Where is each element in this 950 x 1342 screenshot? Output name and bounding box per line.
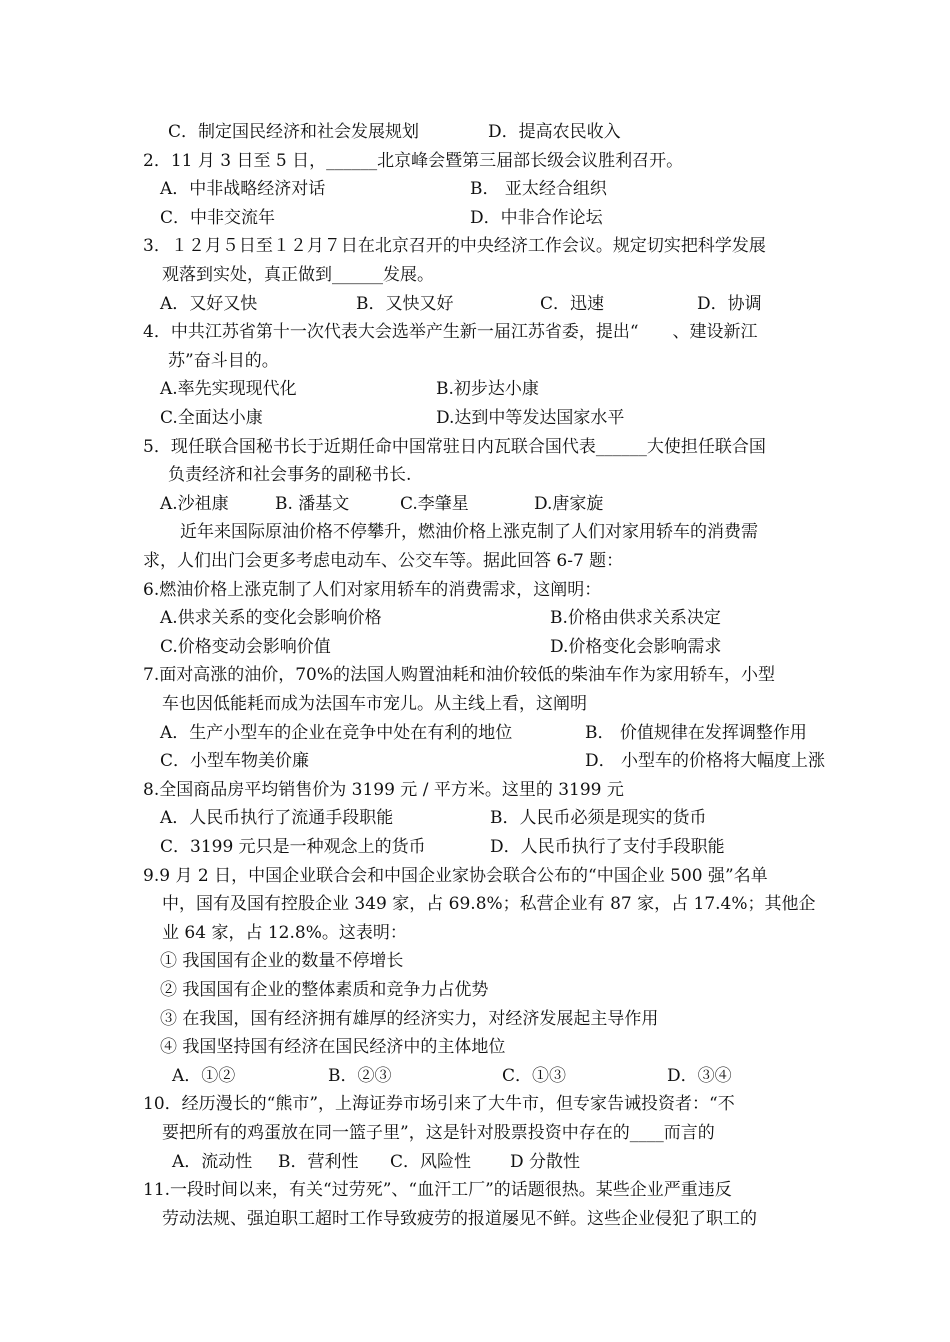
q3-stem-cont bbox=[0, 261, 950, 290]
option-c: C．小型车物美价廉 bbox=[160, 751, 310, 772]
question-text: 中，国有及国有控股企业 349 家，占 69.8%；私营企业有 87 家，占 17.4%；其他企 bbox=[162, 894, 816, 915]
option-d: D.唐家旋 bbox=[534, 493, 604, 514]
question-text: 11.一段时间以来，有关“过劳死”、“血汗工厂”的话题很热。某些企业严重违反 bbox=[143, 1180, 732, 1201]
q9-stem-cont-2 bbox=[0, 919, 950, 948]
q6-stem bbox=[0, 576, 950, 605]
q6-options-ab bbox=[0, 604, 950, 633]
option-b: B．又快又好 bbox=[356, 293, 454, 314]
statement-text: ① 我国国有企业的数量不停增长 bbox=[160, 951, 404, 972]
q9-statement-1 bbox=[0, 947, 950, 976]
option-a: A．人民币执行了流通手段职能 bbox=[160, 808, 394, 829]
q9-stem-cont-1 bbox=[0, 890, 950, 919]
q10-stem-cont bbox=[0, 1119, 950, 1148]
option-d: D．提高农民收入 bbox=[488, 122, 621, 142]
q9-statement-4 bbox=[0, 1033, 950, 1062]
option-a: A．①② bbox=[172, 1065, 236, 1086]
option-c: C.价格变动会影响价值 bbox=[160, 636, 331, 657]
option-a: A．生产小型车的企业在竞争中处在有利的地位 bbox=[160, 722, 513, 743]
question-text: 负责经济和社会事务的副秘书长. bbox=[168, 465, 412, 486]
option-a: A.率先实现现代化 bbox=[160, 379, 297, 400]
option-c: C．3199 元只是一种观念上的货币 bbox=[160, 837, 426, 857]
statement-text: ④ 我国坚持国有经济在国民经济中的主体地位 bbox=[160, 1037, 506, 1058]
option-c: C.全面达小康 bbox=[160, 408, 263, 428]
question-text: 5．现任联合国秘书长于近期任命中国常驻日内瓦联合国代表______大使担任联合国 bbox=[143, 436, 766, 457]
question-text: 4．中共江苏省第十一次代表大会选举产生新一届江苏省委，提出“ 、建设新江 bbox=[143, 322, 758, 343]
q8-stem bbox=[0, 776, 950, 805]
option-b: B.价格由供求关系决定 bbox=[550, 608, 721, 629]
option-a: A.沙祖康 bbox=[160, 493, 229, 514]
option-a: A．中非战略经济对话 bbox=[160, 179, 326, 200]
q4-stem bbox=[0, 318, 950, 347]
option-d: D．中非合作论坛 bbox=[470, 207, 603, 228]
option-a: A．流动性 bbox=[172, 1151, 253, 1172]
q11-stem-cont bbox=[0, 1205, 950, 1234]
option-b: B．营利性 bbox=[278, 1151, 359, 1172]
option-c: C．①③ bbox=[502, 1065, 567, 1086]
passage-text: 求，人们出门会更多考虑电动车、公交车等。据此回答 6-7 题： bbox=[143, 551, 624, 571]
passage-6-7 bbox=[0, 518, 950, 547]
q10-stem bbox=[0, 1090, 950, 1119]
q9-statement-2 bbox=[0, 976, 950, 1005]
q7-stem-cont bbox=[0, 690, 950, 719]
q8-options-cd bbox=[0, 833, 950, 862]
option-b: B．②③ bbox=[328, 1065, 392, 1086]
option-d: D.达到中等发达国家水平 bbox=[436, 408, 625, 428]
option-d: D．③④ bbox=[667, 1065, 732, 1086]
q9-statement-3 bbox=[0, 1005, 950, 1034]
q4-options-cd bbox=[0, 404, 950, 433]
statement-text: ③ 在我国，国有经济拥有雄厚的经济实力，对经济发展起主导作用 bbox=[160, 1008, 659, 1029]
question-text: 3．１２月５日至１２月７日在北京召开的中央经济工作会议。规定切实把科学发展 bbox=[143, 236, 766, 257]
option-a: A.供求关系的变化会影响价格 bbox=[160, 608, 382, 629]
q7-stem bbox=[0, 661, 950, 690]
option-d: D.价格变化会影响需求 bbox=[550, 636, 722, 657]
option-b: B．人民币必须是现实的货币 bbox=[490, 808, 707, 829]
question-text: 业 64 家，占 12.8%。这表明： bbox=[162, 922, 407, 943]
question-text: 2．11 月 3 日至 5 日，______北京峰会暨第三届部长级会议胜利召开。 bbox=[143, 150, 684, 171]
q5-stem bbox=[0, 433, 950, 462]
option-c: C．中非交流年 bbox=[160, 207, 276, 228]
q1-options-cd bbox=[0, 118, 950, 147]
question-text: 6.燃油价格上涨克制了人们对家用轿车的消费需求，这阐明： bbox=[143, 579, 602, 600]
q4-stem-cont bbox=[0, 347, 950, 376]
question-text: 7.面对高涨的油价，70%的法国人购置油耗和油价较低的柴油车作为家用轿车，小型 bbox=[143, 665, 776, 686]
q7-options-ab bbox=[0, 719, 950, 748]
option-d: D．人民币执行了支付手段职能 bbox=[490, 837, 725, 857]
question-text: 劳动法规、强迫职工超时工作导致疲劳的报道屡见不鲜。这些企业侵犯了职工的 bbox=[162, 1208, 757, 1229]
question-text: 观落到实处，真正做到______发展。 bbox=[162, 265, 434, 285]
q11-stem bbox=[0, 1176, 950, 1205]
q6-options-cd bbox=[0, 633, 950, 662]
q2-stem bbox=[0, 147, 950, 176]
option-b: B． 亚太经合组织 bbox=[470, 179, 607, 200]
q5-options bbox=[0, 490, 950, 519]
question-text: 10．经历漫长的“熊市”，上海证券市场引来了大牛市，但专家告诫投资者：“不 bbox=[143, 1094, 735, 1115]
question-text: 9.9 月 2 日，中国企业联合会和中国企业家协会联合公布的“中国企业 500 强”名单 bbox=[143, 865, 768, 886]
question-text: 要把所有的鸡蛋放在同一篮子里”，这是针对股票投资中存在的____而言的 bbox=[162, 1123, 715, 1143]
passage-6-7-cont bbox=[0, 547, 950, 576]
option-c: C.李肇星 bbox=[400, 493, 469, 514]
option-d: D 分散性 bbox=[510, 1151, 581, 1172]
option-d: D．协调 bbox=[697, 293, 762, 314]
option-b: B.初步达小康 bbox=[436, 379, 539, 400]
option-c: C．迅速 bbox=[540, 293, 605, 314]
question-text: 车也因低能耗而成为法国车市宠儿。从主线上看，这阐明 bbox=[162, 694, 587, 714]
option-c: C．风险性 bbox=[390, 1151, 472, 1172]
q5-stem-cont bbox=[0, 461, 950, 490]
passage-text: 近年来国际原油价格不停攀升，燃油价格上涨克制了人们对家用轿车的消费需 bbox=[180, 522, 758, 543]
q9-options bbox=[0, 1062, 950, 1091]
option-c: C．制定国民经济和社会发展规划 bbox=[168, 122, 420, 142]
question-text: 8.全国商品房平均销售价为 3199 元 / 平方米。这里的 3199 元 bbox=[143, 779, 624, 800]
statement-text: ② 我国国有企业的整体素质和竞争力占优势 bbox=[160, 980, 489, 1000]
option-d: D． 小型车的价格将大幅度上涨 bbox=[585, 751, 826, 772]
question-text: 苏”奋斗目的。 bbox=[168, 350, 279, 371]
option-b: B. 潘基文 bbox=[275, 493, 350, 514]
q4-options-ab bbox=[0, 375, 950, 404]
q7-options-cd bbox=[0, 747, 950, 776]
option-a: A．又好又快 bbox=[160, 293, 258, 314]
q3-stem bbox=[0, 232, 950, 261]
q9-stem bbox=[0, 862, 950, 891]
q3-options bbox=[0, 290, 950, 319]
q10-options bbox=[0, 1148, 950, 1177]
q2-options-cd bbox=[0, 204, 950, 233]
q8-options-ab bbox=[0, 804, 950, 833]
q2-options-ab bbox=[0, 175, 950, 204]
option-b: B． 价值规律在发挥调整作用 bbox=[585, 722, 807, 743]
